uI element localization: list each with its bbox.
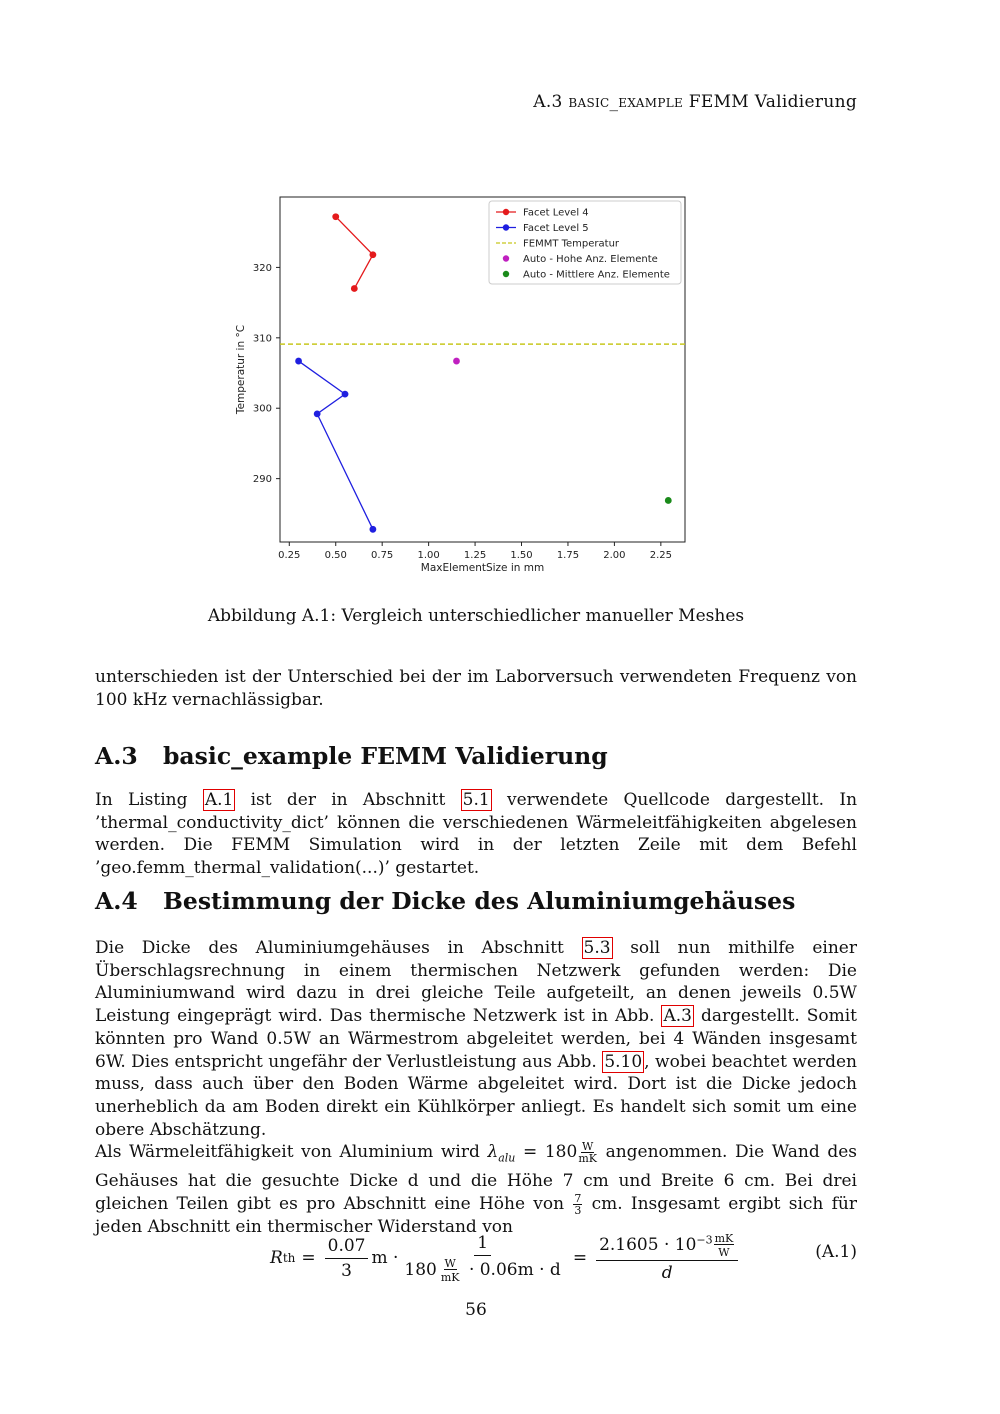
figure [95, 180, 857, 590]
section-ref-link[interactable]: 5.1 [462, 790, 490, 810]
y-tick-label: 310 [252, 333, 272, 345]
x-tick-label: 0.25 [278, 550, 301, 561]
x-tick-label: 0.50 [324, 550, 347, 561]
x-tick-label: 2.00 [603, 550, 626, 561]
legend-entry: FEMMT Temperatur [523, 238, 620, 250]
data-point [351, 285, 358, 292]
data-point [295, 358, 302, 365]
legend-marker [503, 224, 509, 230]
unit-fraction: $\frac{W}{mK}$ [578, 1140, 597, 1166]
x-tick-label: 1.25 [463, 550, 487, 561]
section-number: A.4 [95, 887, 138, 915]
data-point [369, 251, 376, 258]
legend-entry: Facet Level 5 [523, 223, 589, 234]
section-title: Bestimmung der Dicke des Aluminiumgehäuses [163, 887, 796, 915]
legend-marker [503, 209, 509, 215]
figure-ref-link[interactable]: 5.10 [604, 1051, 643, 1072]
legend-entry: Auto - Mittlere Anz. Elemente [523, 269, 670, 281]
section-heading-a4 [95, 887, 895, 915]
x-axis-label: MaxElementSize in mm [420, 562, 545, 574]
equation-number: (A.1) [815, 1242, 857, 1262]
data-point [332, 213, 339, 220]
legend-entry: Auto - Hohe Anz. Elemente [523, 254, 658, 265]
figure-ref-link[interactable]: A.3 [663, 1006, 692, 1027]
equation-a1: R th = $\frac{0.07}{3}$ m · 1 180 $\frac{W}{mK}$ · 0.06m · d = $2.1605 \cdot 10^{-3}$ $\frac{mK}{W}$ d (A.1) [270, 1232, 857, 1284]
data-point [665, 497, 672, 504]
data-point [342, 391, 349, 398]
listing-ref-link[interactable]: A.1 [204, 790, 234, 810]
section-a4-paragraph: Die Dicke des Aluminiumgehäuses in Abschnitt 5.3 soll nun mithilfe einer Überschlagsrechnung in einem thermischen Netzwerk gefunden werden: Die Aluminiumwand wird dazu in drei gleiche Teile aufgeteilt, an denen jeweils 0.5W Leistung eingeprägt wird. Das thermische Netzwerk ist in Abb. A.3 dargestellt. Somit könnten pro Wand 0.5W an Wärmestrom abgeleitet werden, bei 4 Wänden insgesamt 6W. Dies entspricht ungefähr der Verlustleistung aus Abb. 5.10 , wobei beachtet werden muss, dass auch über den Boden Wärme abgeleitet wird. Dort ist die Dicke jedoch unerheblich da am Boden direkt ein Kühlkörper anliegt. Es handelt sich somit um eine obere Abschätzung. Als Wärmeleitfähigkeit von Aluminium wird $\lambda_{alu} = 180$ $\frac{W}{mK}$ angenommen. Die Wand des Gehäuses hat die gesuchte Dicke d und die Höhe 7 cm und Breite 6 cm. Bei drei gleichen Teilen gibt es pro Abschnitt eine Höhe von $\frac{7}{3}$ cm. Insgesamt ergibt sich für jeden Abschnitt ein thermischer Widerstand von [95, 938, 858, 1238]
y-tick-label: 290 [252, 474, 272, 486]
intro-paragraph: unterschieden ist der Unterschied bei der im Laborversuch verwendeten Frequenz von 100 kHz vernachlässigbar. [95, 667, 857, 710]
running-head: A.3 basic_example FEMM Validierung [533, 92, 857, 112]
data-point [314, 410, 321, 417]
section-a3-paragraph: In Listing A.1 ist der in Abschnitt 5.1 verwendete Quellcode dargestellt. In ’thermal_conductivity_dict’ können die verschiedenen Wärmeleitfähigkeiten abgelesen werden. Die FEMM Simulation wird in der letzten Zeile mit dem Befehl ’geo.femm_thermal_validation(...)’ gestartet. [95, 790, 858, 879]
temperature-chart [95, 180, 857, 590]
x-tick-label: 2.25 [649, 550, 672, 561]
figure-caption: Abbildung A.1: Vergleich unterschiedlicher manueller Meshes [207, 606, 745, 626]
page-number: 56 [465, 1300, 487, 1320]
x-tick-label: 1.00 [417, 550, 440, 561]
data-point [453, 358, 460, 365]
x-tick-label: 1.75 [556, 550, 580, 561]
y-tick-label: 300 [252, 403, 272, 415]
y-axis-label: Temperatur in °C [235, 324, 247, 415]
legend-marker [503, 255, 509, 261]
legend-entry: Facet Level 4 [523, 207, 589, 219]
legend-marker [503, 271, 509, 277]
section-heading-a3 [95, 742, 895, 770]
height-fraction: $\frac{7}{3}$ [574, 1192, 582, 1218]
x-tick-label: 1.50 [510, 550, 533, 561]
section-number: A.3 [95, 742, 138, 770]
y-tick-label: 320 [252, 262, 272, 274]
x-tick-label: 0.75 [371, 550, 394, 561]
section-ref-link[interactable]: 5.3 [583, 938, 611, 958]
section-title: basic_example FEMM Validierung [163, 742, 608, 770]
data-point [369, 526, 376, 533]
